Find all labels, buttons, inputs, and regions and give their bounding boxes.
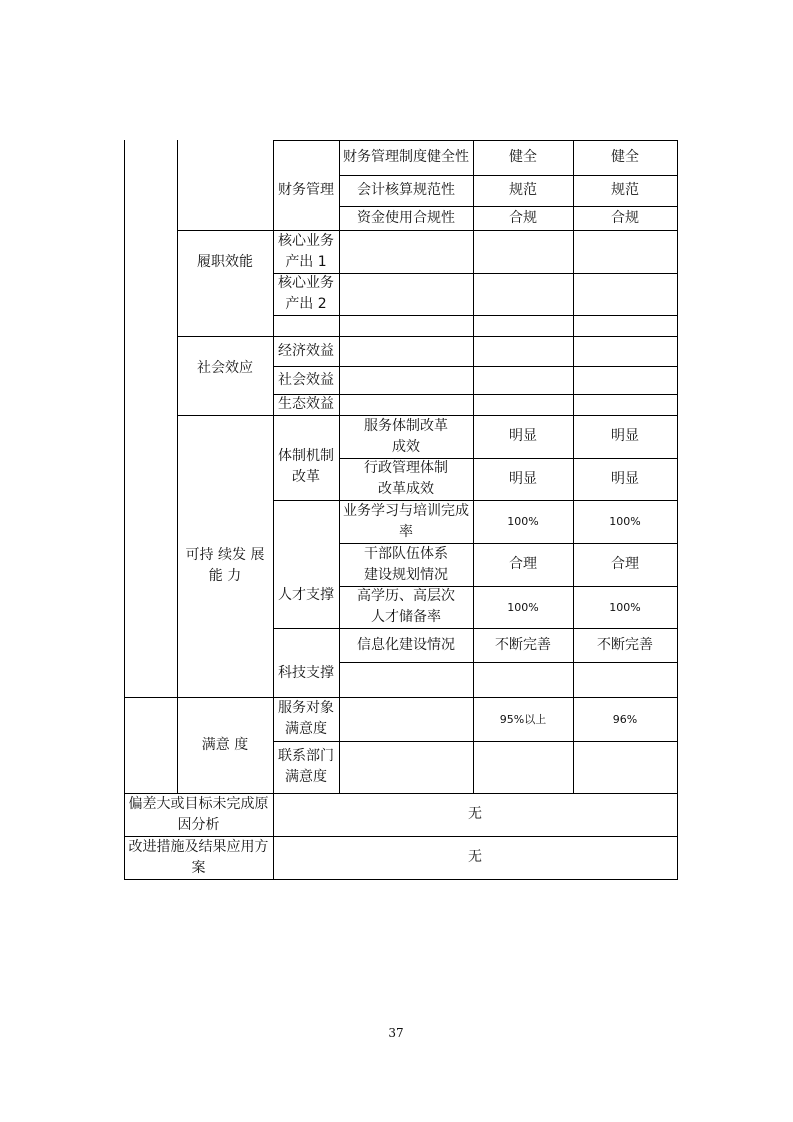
actual-cell: 96% [612, 712, 638, 726]
deviation-label: 偏差大或目标未完成原 因分析 [128, 795, 269, 833]
target-cell: 合规 [509, 209, 537, 226]
indicator-cell: 资金使用合规性 [357, 209, 455, 226]
page-number: 37 [388, 1026, 404, 1040]
indicator-cell: 会计核算规范性 [357, 182, 455, 198]
actual-cell: 100% [609, 515, 641, 528]
actual-cell: 健全 [611, 149, 639, 165]
indicator-cell: 信息化建设情况 [357, 636, 455, 653]
target-cell: 不断完善 [495, 636, 551, 653]
actual-cell: 合理 [611, 556, 639, 572]
satisfaction-label: 满意 度 [201, 736, 249, 753]
indicator-cell: 服务体制改革 成效 [364, 417, 448, 455]
indicator-cell: 业务学习与培训完成 率 [343, 502, 469, 540]
target-cell: 100% [507, 600, 539, 614]
indicator-cell: 财务管理制度健全性 [343, 149, 469, 165]
improvement-value: 无 [468, 849, 482, 865]
finance-group-label: 财务管理 [278, 182, 334, 198]
indicator-cell: 行政管理体制 改革成效 [364, 460, 448, 497]
tech-group-label: 科技支撑 [278, 664, 334, 681]
satisfaction-item: 联系部门 满意度 [278, 748, 334, 785]
actual-cell: 100% [609, 600, 641, 614]
improvement-label: 改进措施及结果应用方 案 [128, 838, 269, 876]
indicator-cell: 干部队伍体系 建设规划情况 [364, 545, 448, 583]
target-cell: 合理 [509, 556, 537, 572]
performance-item: 核心业务 产出 1 [278, 232, 334, 270]
satisfaction-item: 服务对象 满意度 [278, 700, 334, 737]
actual-cell [573, 741, 677, 793]
performance-label: 履职效能 [197, 253, 253, 270]
target-cell: 明显 [509, 470, 537, 487]
actual-cell: 不断完善 [597, 636, 653, 653]
social-label: 社会效应 [197, 359, 253, 376]
social-item: 经济效益 [278, 342, 334, 359]
target-cell [473, 741, 573, 793]
deviation-value: 无 [468, 806, 482, 822]
social-item: 生态效益 [278, 396, 334, 412]
actual-cell: 规范 [611, 182, 639, 198]
target-cell: 明显 [509, 428, 537, 444]
actual-cell: 明显 [611, 470, 639, 487]
talent-group-label: 人才支撑 [278, 586, 334, 603]
target-cell: 95%以上 [499, 712, 547, 726]
target-cell: 健全 [509, 149, 537, 165]
reform-group-label: 体制机制 改革 [278, 448, 334, 485]
target-cell: 规范 [509, 182, 537, 198]
sustain-label: 可持 续发 展 能 力 [185, 547, 265, 584]
performance-item: 核心业务 产出 2 [278, 275, 334, 312]
indicator-cell: 高学历、高层次 人才储备率 [357, 588, 455, 625]
social-item: 社会效益 [278, 371, 334, 388]
target-cell: 100% [507, 515, 539, 528]
actual-cell: 合规 [611, 209, 639, 226]
actual-cell: 明显 [611, 428, 639, 444]
